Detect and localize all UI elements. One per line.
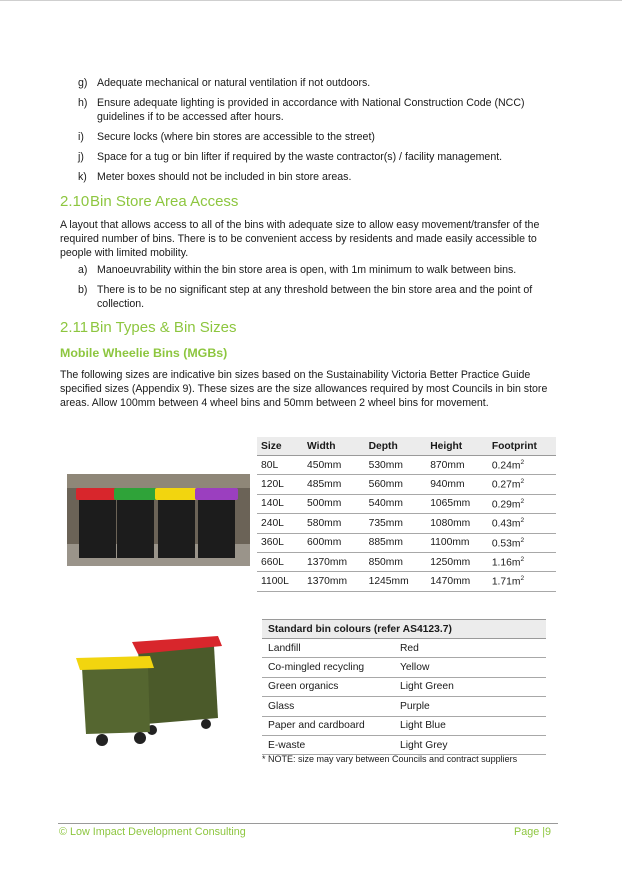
table-row: 120L 485mm 560mm 940mm $0.27m^2$	[257, 475, 556, 494]
large-bin-yellow-lid	[76, 656, 154, 746]
table-row: Landfill Red	[262, 639, 546, 658]
table-row: 140L 500mm 540mm 1065mm $0.29m^2$	[257, 494, 556, 513]
list-item: h) Ensure adequate lighting is provided in accordance with National Construction Code (NCC) guidelines if to be accessed after hours.	[78, 97, 525, 123]
footer-page: Page |9	[514, 826, 552, 838]
list-item: j) Space for a tug or bin lifter if required by the waste contractor(s) / facility management.	[78, 151, 503, 163]
page-number: 9	[545, 826, 552, 838]
table-row: 360L 600mm 885mm 1100mm $0.53m^2$	[257, 533, 556, 552]
table-header-row	[257, 437, 556, 456]
list-item: g) Adequate mechanical or natural ventilation if not outdoors.	[78, 77, 371, 89]
bin-red	[76, 488, 119, 558]
bin-colours-table	[262, 619, 546, 755]
colour-table-header: Standard bin colours (refer AS4123.7)	[262, 620, 546, 639]
bin-green	[114, 488, 157, 558]
photo-wall	[67, 474, 250, 488]
table-row: 1100L 1370mm 1245mm 1470mm $1.71m^2$	[257, 572, 556, 591]
column-header: Depth	[365, 437, 427, 456]
table-row: Glass Purple	[262, 697, 546, 716]
footer-copyright: © Low Impact Development Consulting	[59, 826, 246, 838]
top-rule	[0, 0, 622, 1]
footer-rule	[58, 823, 558, 824]
table-row: Co-mingled recycling Yellow	[262, 658, 546, 677]
table-row: 660L 1370mm 850mm 1250mm $1.16m^2$	[257, 552, 556, 571]
list-item: k) Meter boxes should not be included in bin store areas.	[78, 171, 352, 183]
table-row: E-waste Light Grey	[262, 735, 546, 754]
section-heading-access: 2.10Bin Store Area Access	[60, 193, 239, 210]
bin-size-table	[257, 437, 556, 592]
wheelie-bins-photo	[67, 474, 250, 566]
column-header: Footprint	[488, 437, 556, 456]
table-row: Green organics Light Green	[262, 677, 546, 696]
bin-yellow	[155, 488, 198, 558]
list-item: i) Secure locks (where bin stores are accessible to the street)	[78, 131, 375, 143]
column-header: Size	[257, 437, 303, 456]
table-row: 80L 450mm 530mm 870mm $0.24m^2$	[257, 456, 556, 475]
list-item: b) There is to be no significant step at any threshold between the bin store area and the point of collection.	[78, 284, 533, 310]
table-header-row	[262, 620, 546, 639]
requirements-list	[60, 76, 560, 190]
subheading-mgb: Mobile Wheelie Bins (MGBs)	[60, 346, 228, 360]
types-paragraph: The following sizes are indicative bin sizes based on the Sustainability Victoria Better Practice Guide specified sizes (Appendix 9). These sizes are the size allowances required by most Councils in bin store areas. Allow 100mm between 4 wheel bins and 50mm between 2 wheel bins for movement.	[60, 369, 548, 409]
column-header: Width	[303, 437, 365, 456]
section-heading-types: 2.11 Bin Types & Bin Sizes	[60, 319, 237, 336]
bin-purple	[195, 488, 238, 558]
colour-table-note: * NOTE: size may vary between Councils and contract suppliers	[262, 754, 518, 764]
table-row: Paper and cardboard Light Blue	[262, 716, 546, 735]
access-paragraph: A layout that allows access to all of the bins with adequate size to allow easy movement/transfer of the required number of bins. There is to be convenient access by residents and made easily accessible to people with limited mobility.	[60, 219, 540, 259]
large-bins-photo	[74, 636, 226, 748]
table-row: 240L 580mm 735mm 1080mm $0.43m^2$	[257, 514, 556, 533]
access-list	[60, 263, 560, 317]
list-item: a) Manoeuvrability within the bin store area is open, with 1m minimum to walk between bins.	[78, 264, 517, 276]
column-header: Height	[426, 437, 488, 456]
